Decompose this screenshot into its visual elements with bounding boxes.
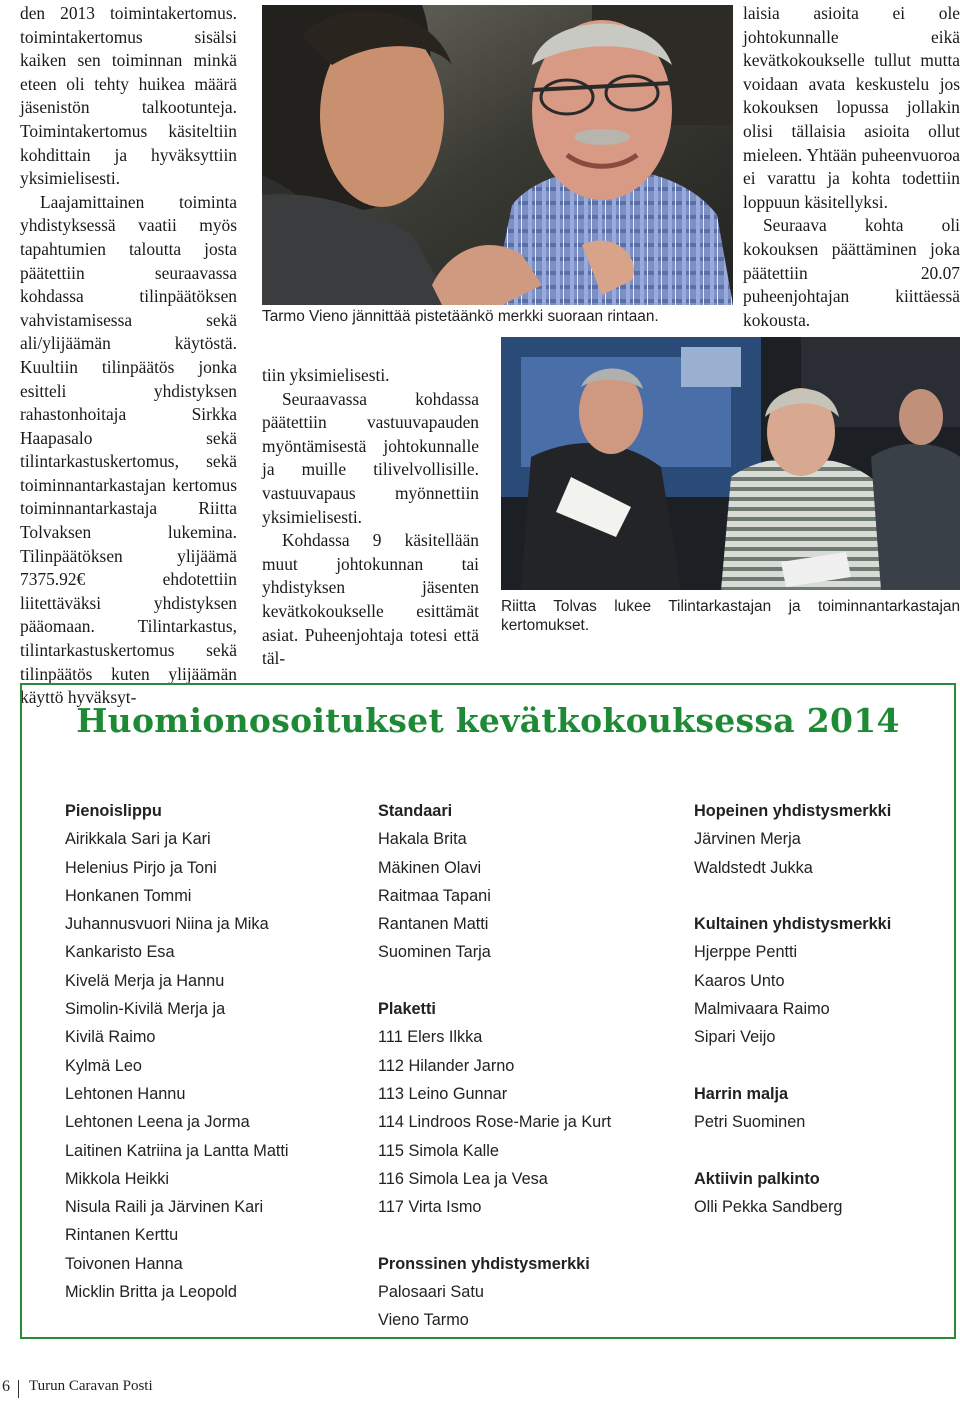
award-recipient: Järvinen Merja xyxy=(694,830,801,849)
award-recipient: Kankaristo Esa xyxy=(65,943,175,962)
award-recipient: Kylmä Leo xyxy=(65,1056,142,1075)
award-recipient: Simolin-Kivilä Merja ja xyxy=(65,1000,226,1019)
award-recipient: 114 Lindroos Rose-Marie ja Kurt xyxy=(378,1113,612,1132)
group-spacer xyxy=(378,967,611,995)
award-recipient: Rintanen Kerttu xyxy=(65,1226,179,1245)
article-column-3 xyxy=(743,2,960,332)
award-recipient: 113 Leino Gunnar xyxy=(378,1084,508,1103)
group-spacer xyxy=(694,1137,891,1165)
award-recipient: 115 Simola Kalle xyxy=(378,1141,499,1160)
award-recipient: Raitmaa Tapani xyxy=(378,886,491,905)
award-heading: Pronssinen yhdistysmerkki xyxy=(378,1254,590,1273)
group-spacer xyxy=(378,1221,611,1249)
award-recipient: Toivonen Hanna xyxy=(65,1254,183,1273)
award-recipient: Sipari Veijo xyxy=(694,1028,776,1047)
award-recipient: Nisula Raili ja Järvinen Kari xyxy=(65,1198,264,1217)
photo-pin-ceremony xyxy=(262,5,733,305)
award-recipient: Helenius Pirjo ja Toni xyxy=(65,858,217,877)
award-recipient: Suominen Tarja xyxy=(378,943,491,962)
award-recipient: Kivelä Merja ja Hannu xyxy=(65,971,225,990)
photo1-caption: Tarmo Vieno jännittää pistetäänkö merkki suoraan rintaan. xyxy=(262,308,659,325)
award-recipient: Malmivaara Raimo xyxy=(694,1000,830,1019)
group-spacer xyxy=(694,882,891,910)
paragraph: tiin yksimielisesti. xyxy=(262,365,390,385)
photo-reading-report xyxy=(501,337,960,590)
award-recipient: Lehtonen Leena ja Jorma xyxy=(65,1113,250,1132)
awards-title: Huomionosoitukset kevätkokouksessa 2014 xyxy=(76,701,900,740)
award-recipient: Vieno Tarmo xyxy=(378,1311,469,1330)
award-heading: Harrin malja xyxy=(694,1084,789,1103)
awards-column-3 xyxy=(694,797,891,1221)
award-recipient: Lehtonen Hannu xyxy=(65,1084,186,1103)
awards-box xyxy=(20,683,956,1339)
awards-column-1 xyxy=(65,797,289,1306)
award-recipient: Mäkinen Olavi xyxy=(378,858,482,877)
award-heading: Aktiivin palkinto xyxy=(694,1169,820,1188)
award-recipient: 117 Virta Ismo xyxy=(378,1198,482,1217)
group-spacer xyxy=(694,1052,891,1080)
award-recipient: Olli Pekka Sandberg xyxy=(694,1198,843,1217)
award-recipient: Hjerppe Pentti xyxy=(694,943,798,962)
award-recipient: 116 Simola Lea ja Vesa xyxy=(378,1169,548,1188)
award-recipient: 111 Elers Ilkka xyxy=(378,1028,483,1047)
award-recipient: Mikkola Heikki xyxy=(65,1169,170,1188)
award-recipient: Micklin Britta ja Leopold xyxy=(65,1283,237,1302)
award-recipient: Rantanen Matti xyxy=(378,915,489,934)
award-heading: Plaketti xyxy=(378,1000,436,1019)
award-recipient: Laitinen Katriina ja Lantta Matti xyxy=(65,1141,289,1160)
award-heading: Hopeinen yhdistysmerkki xyxy=(694,802,892,820)
paragraph: den 2013 toimintakertomus. toimintakertomus sisälsi kaiken sen toiminnan minkä eteen oli tehty huikea määrä jäsenistön talkootunteja. Toimintakertomus käsiteltiin kohdittain ja hyväksyttiin yksimielisesti. xyxy=(20,3,237,189)
award-heading: Standaari xyxy=(378,802,453,820)
award-recipient: Hakala Brita xyxy=(378,830,467,849)
publication-name: Turun Caravan Posti xyxy=(29,1378,153,1394)
award-recipient: Kivilä Raimo xyxy=(65,1028,156,1047)
award-recipient: Palosaari Satu xyxy=(378,1283,484,1302)
paragraph: laisia asioita ei ole johtokunnalle eikä kevätkokoukselle tullut mutta voidaan avata keskustelu jos kokouksen lopussa jollakin olisi tällaisia asioita ollut mieleen. Yhtään puheenvuoroa ei varattu ja kohta todettiin loppuun käsitellyksi. xyxy=(743,3,960,212)
photo2-caption: Riitta Tolvas lukee Tilintarkastajan ja toiminnantarkastajan kertomukset. xyxy=(501,598,960,634)
article-column-2 xyxy=(262,364,479,671)
award-recipient: Waldstedt Jukka xyxy=(694,858,813,877)
award-recipient: Petri Suominen xyxy=(694,1113,806,1132)
award-heading: Kultainen yhdistysmerkki xyxy=(694,915,892,934)
paragraph: Kohdassa 9 käsitellään muut johtokunnan tai yhdistyksen jäsenten kevätkokoukselle esittämät asiat. Puheenjohtaja totesi että täl- xyxy=(262,530,479,669)
award-recipient: Honkanen Tommi xyxy=(65,886,192,905)
award-heading: Pienoislippu xyxy=(65,802,162,820)
footer-divider xyxy=(18,1380,19,1398)
article-column-1 xyxy=(20,2,237,710)
page-number: 6 xyxy=(2,1378,10,1395)
award-recipient: 112 Hilander Jarno xyxy=(378,1056,515,1075)
paragraph: Seuraava kohta oli kokouksen päättäminen joka päätettiin 20.07 puheenjohtajan kiittäessä kokousta. xyxy=(743,215,960,330)
awards-column-2 xyxy=(378,797,611,1335)
paragraph: Laajamittainen toiminta yhdistyksessä vaatii myös tapahtumien taloutta josta päätettiin seuraavassa kohdassa tilinpäätöksen vahvistamisessa sekä ali/ylijäämän käytöstä. Kuultiin tilinpäätös jonka esitteli yhdistyksen rahastonhoitaja Sirkka Haapasalo sekä tilintarkastuskertomus, sekä toiminnantarkastajan kertomus toiminnantarkastaja Riitta Tolvaksen lukemina. Tilinpäätöksen ylijäämä 7375.92€ ehdotettiin liitettäväksi yhdistyksen pääomaan. Tilintarkastus, tilintarkastuskertomus sekä tilinpäätös kuten ylijäämän käyttö hyväksyt- xyxy=(20,191,237,708)
award-recipient: Juhannusvuori Niina ja Mika xyxy=(65,915,269,934)
award-recipient: Kaaros Unto xyxy=(694,971,785,990)
paragraph: Seuraavassa kohdassa päätettiin vastuuvapauden myöntämisestä johtokunnalle ja muille tilivelvollisille. vastuuvapaus myönnettiin yksimielisesti. xyxy=(262,388,479,527)
award-recipient: Airikkala Sari ja Kari xyxy=(65,830,211,849)
